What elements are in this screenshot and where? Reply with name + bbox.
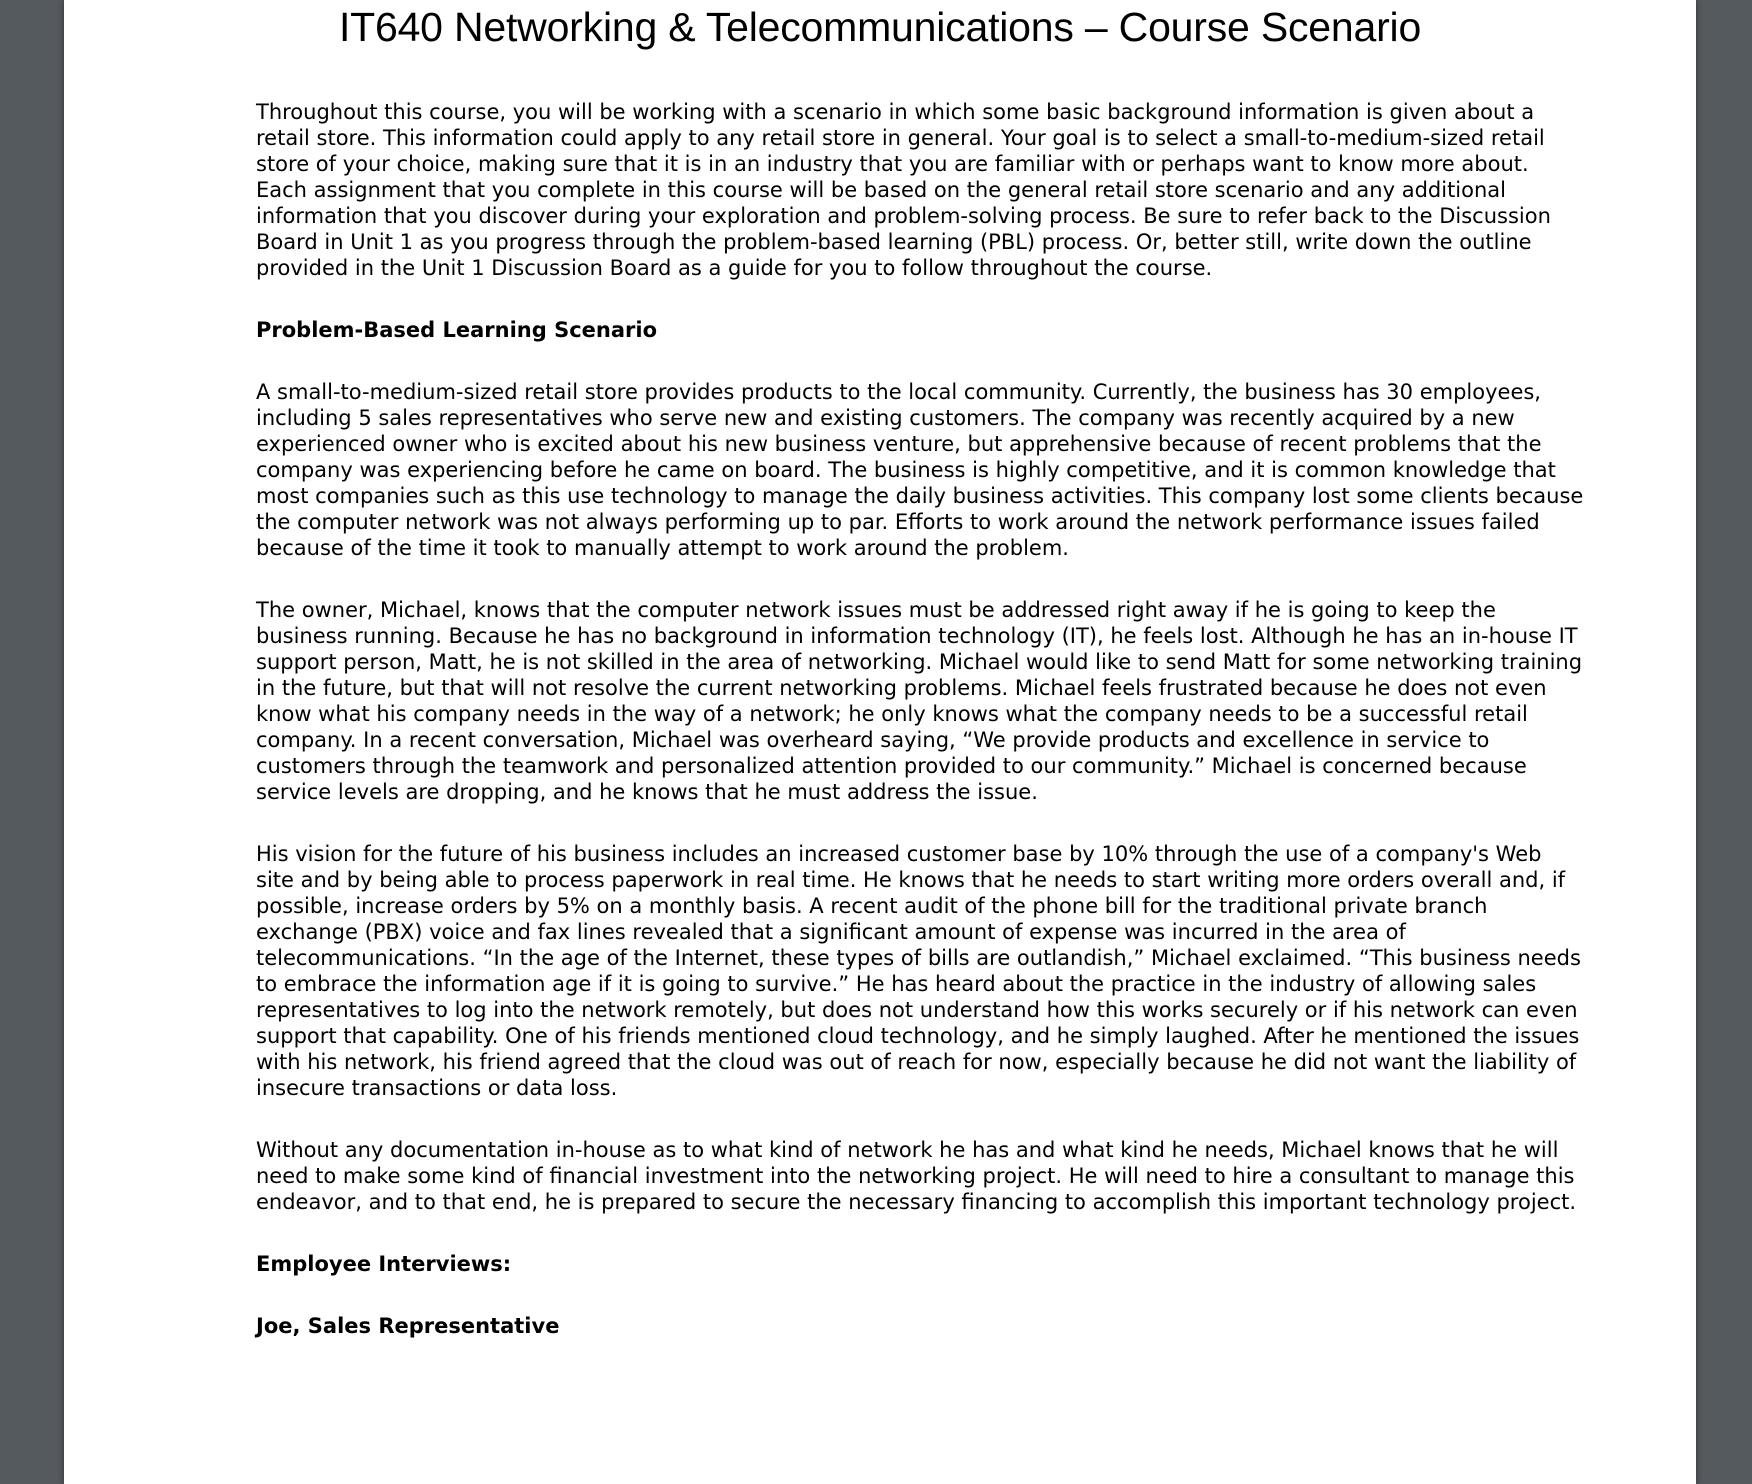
interviewee-heading: Joe, Sales Representative [256, 1314, 560, 1338]
scenario-paragraph: The owner, Michael, knows that the computer network issues must be addressed right away if he is going to keep the business running. Because he has no background in information technology (IT), he feels lost. Although he has an in-house IT support person, Matt, he is not skilled in the area of networking. Michael would like to send Matt for some networking training in the future, but that will not resolve the current networking problems. Michael feels frustrated because he does not even know what his company needs in the way of a network; he only knows what the company needs to be a successful retail company. In a recent conversation, Michael was overheard saying, “We provide products and excellence in service to customers through the teamwork and personalized attention provided to our community.” Michael is concerned because service levels are dropping, and he knows that he must address the issue. [256, 598, 1583, 804]
interviews-heading: Employee Interviews: [256, 1252, 512, 1276]
document-page [64, 0, 1696, 1484]
document-body [256, 99, 1586, 1375]
section-heading: Problem-Based Learning Scenario [256, 318, 658, 342]
scenario-paragraph: A small-to-medium-sized retail store provides products to the local community. Currently, the business has 30 employees, including 5 sales representatives who serve new and existing customers. The company was recently acquired by a new experienced owner who is excited about his new business venture, but apprehensive because of recent problems that the company was experiencing before he came on board. The business is highly competitive, and it is common knowledge that most companies such as this use technology to manage the daily business activities. This company lost some clients because the computer network was not always performing up to par. Efforts to work around the network performance issues failed because of the time it took to manually attempt to work around the problem. [256, 380, 1584, 560]
scenario-paragraph: Without any documentation in-house as to what kind of network he has and what kind he needs, Michael knows that he will need to make some kind of financial investment into the networking project. He will need to hire a consultant to manage this endeavor, and to that end, he is prepared to secure the necessary financing to accomplish this important technology project. [256, 1138, 1577, 1214]
scenario-paragraph: His vision for the future of his business includes an increased customer base by 10% through the use of a company's Web site and by being able to process paperwork in real time. He knows that he needs to start writing more orders overall and, if possible, increase orders by 5% on a monthly basis. A recent audit of the phone bill for the traditional private branch exchange (PBX) voice and fax lines revealed that a significant amount of expense was incurred in the area of telecommunications. “In the age of the Internet, these types of bills are outlandish,” Michael exclaimed. “This business needs to embrace the information age if it is going to survive.” He has heard about the practice in the industry of allowing sales representatives to log into the network remotely, but does not understand how this works securely or if his network can even support that capability. One of his friends mentioned cloud technology, and he simply laughed. After he mentioned the issues with his network, his friend agreed that the cloud was out of reach for now, especially because he did not want the liability of insecure transactions or data loss. [256, 842, 1581, 1100]
intro-paragraph: Throughout this course, you will be working with a scenario in which some basic background information is given about a retail store. This information could apply to any retail store in general. Your goal is to select a small-to-medium-sized retail store of your choice, making sure that it is in an industry that you are familiar with or perhaps want to know more about. Each assignment that you complete in this course will be based on the general retail store scenario and any additional information that you discover during your exploration and problem-solving process. Be sure to refer back to the Discussion Board in Unit 1 as you progress through the problem-based learning (PBL) process. Or, better still, write down the outline provided in the Unit 1 Discussion Board as a guide for you to follow throughout the course. [256, 100, 1551, 280]
document-title: IT640 Networking & Telecommunications – Course Scenario [338, 4, 1422, 50]
